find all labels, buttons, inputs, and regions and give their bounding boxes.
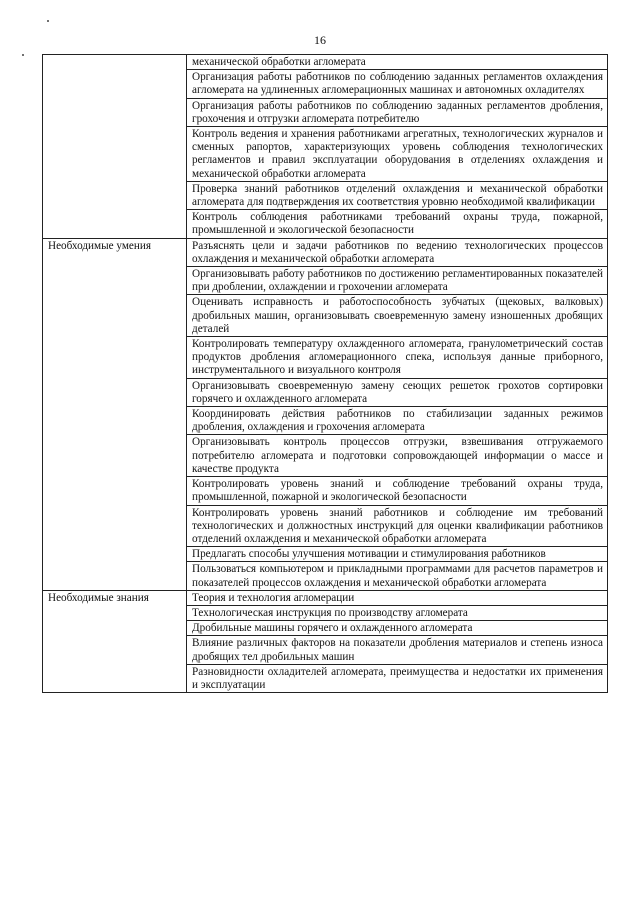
requirement-text: Дробильные машины горячего и охлажденного агломерата — [187, 621, 608, 636]
table-row — [43, 378, 608, 406]
label-cell-empty — [43, 55, 187, 70]
table-row — [43, 337, 608, 379]
requirement-text: Теория и технология агломерации — [187, 590, 608, 605]
label-cell-empty — [43, 435, 187, 477]
requirement-text: Контролировать уровень знаний работников и соблюдение им требований технологических и должностных инструкций для оценки квалификации работников отделений охлаждения и механической обработки агломерата — [187, 505, 608, 547]
table-row — [43, 70, 608, 98]
requirement-text: Влияние различных факторов на показатели дробления материалов и степень износа дробящих тел дробильных машин — [187, 636, 608, 664]
table-row — [43, 636, 608, 664]
requirement-text: механической обработки агломерата — [187, 55, 608, 70]
table-row — [43, 238, 608, 266]
table-row — [43, 664, 608, 692]
requirement-text: Организовывать своевременную замену сеющих решеток грохотов сортировки горячего и охлажденного агломерата — [187, 378, 608, 406]
requirement-text: Предлагать способы улучшения мотивации и стимулирования работников — [187, 547, 608, 562]
table-row — [43, 127, 608, 182]
label-cell-empty — [43, 295, 187, 337]
table-row — [43, 407, 608, 435]
scan-speck — [22, 54, 24, 56]
requirement-text: Проверка знаний работников отделений охлаждения и механической обработки агломерата для подтверждения их соответствия уровню необходимой квалификации — [187, 181, 608, 209]
requirement-text: Контролировать уровень знаний и соблюдение требований охраны труда, промышленной, пожарной и экологической безопасности — [187, 477, 608, 505]
label-cell-empty — [43, 127, 187, 182]
table-row — [43, 505, 608, 547]
requirement-text: Организовывать работу работников по достижению регламентированных показателей при дроблении, охлаждении и грохочении агломерата — [187, 267, 608, 295]
requirement-text: Пользоваться компьютером и прикладными программами для расчетов параметров и показателей процессов охлаждения и механической обработки агломерата — [187, 562, 608, 590]
requirement-text: Технологическая инструкция по производству агломерата — [187, 605, 608, 620]
requirement-text: Контролировать температуру охлажденного агломерата, гранулометрический состав продуктов дробления агломерационного спека, используя данные приборного, инструментального и визуального контроля — [187, 337, 608, 379]
label-cell-empty — [43, 337, 187, 379]
table-row — [43, 621, 608, 636]
requirement-text: Разъяснять цели и задачи работников по ведению технологических процессов охлаждения и механической обработки агломерата — [187, 238, 608, 266]
label-cell-empty — [43, 621, 187, 636]
label-cell-empty — [43, 562, 187, 590]
table-row — [43, 210, 608, 238]
table-row — [43, 605, 608, 620]
table-row — [43, 435, 608, 477]
label-cell-empty — [43, 505, 187, 547]
page-number: 16 — [314, 33, 326, 47]
label-cell-empty — [43, 378, 187, 406]
label-cell-empty — [43, 70, 187, 98]
table-row — [43, 295, 608, 337]
label-cell-empty — [43, 605, 187, 620]
label-cell-empty — [43, 181, 187, 209]
table-row — [43, 547, 608, 562]
table-row — [43, 562, 608, 590]
label-cell-empty — [43, 477, 187, 505]
section-label: Необходимые умения — [43, 238, 187, 266]
requirements-table — [42, 54, 608, 693]
requirement-text: Контроль ведения и хранения работниками агрегатных, технологических журналов и сменных рапортов, характеризующих уровень соблюдения технологических регламентов и правил эксплуатации оборудования в отделениях охлаждения и механической обработки агломерата — [187, 127, 608, 182]
label-cell-empty — [43, 636, 187, 664]
table-row — [43, 267, 608, 295]
label-cell-empty — [43, 98, 187, 126]
table-row — [43, 181, 608, 209]
label-cell-empty — [43, 267, 187, 295]
requirement-text: Организация работы работников по соблюдению заданных регламентов охлаждения агломерата на удлиненных агломерационных машинах и автономных охладителях — [187, 70, 608, 98]
label-cell-empty — [43, 407, 187, 435]
requirement-text: Оценивать исправность и работоспособность зубчатых (щековых, валковых) дробильных машин, организовывать своевременную замену изношенных дробящих деталей — [187, 295, 608, 337]
label-cell-empty — [43, 664, 187, 692]
requirement-text: Контроль соблюдения работниками требований охраны труда, пожарной, промышленной и экологической безопасности — [187, 210, 608, 238]
table-row — [43, 477, 608, 505]
table-row — [43, 55, 608, 70]
table-row — [43, 590, 608, 605]
table-body — [43, 55, 608, 693]
scan-speck — [47, 20, 49, 22]
label-cell-empty — [43, 210, 187, 238]
requirement-text: Координировать действия работников по стабилизации заданных режимов дробления, охлаждения и грохочения агломерата — [187, 407, 608, 435]
section-label: Необходимые знания — [43, 590, 187, 605]
requirement-text: Организация работы работников по соблюдению заданных регламентов дробления, грохочения и отгрузки агломерата потребителю — [187, 98, 608, 126]
requirement-text: Организовывать контроль процессов отгрузки, взвешивания отгружаемого потребителю агломерата и подготовки сопровождающей информации о массе и качестве продукта — [187, 435, 608, 477]
table-row — [43, 98, 608, 126]
label-cell-empty — [43, 547, 187, 562]
requirement-text: Разновидности охладителей агломерата, преимущества и недостатки их применения и эксплуатации — [187, 664, 608, 692]
